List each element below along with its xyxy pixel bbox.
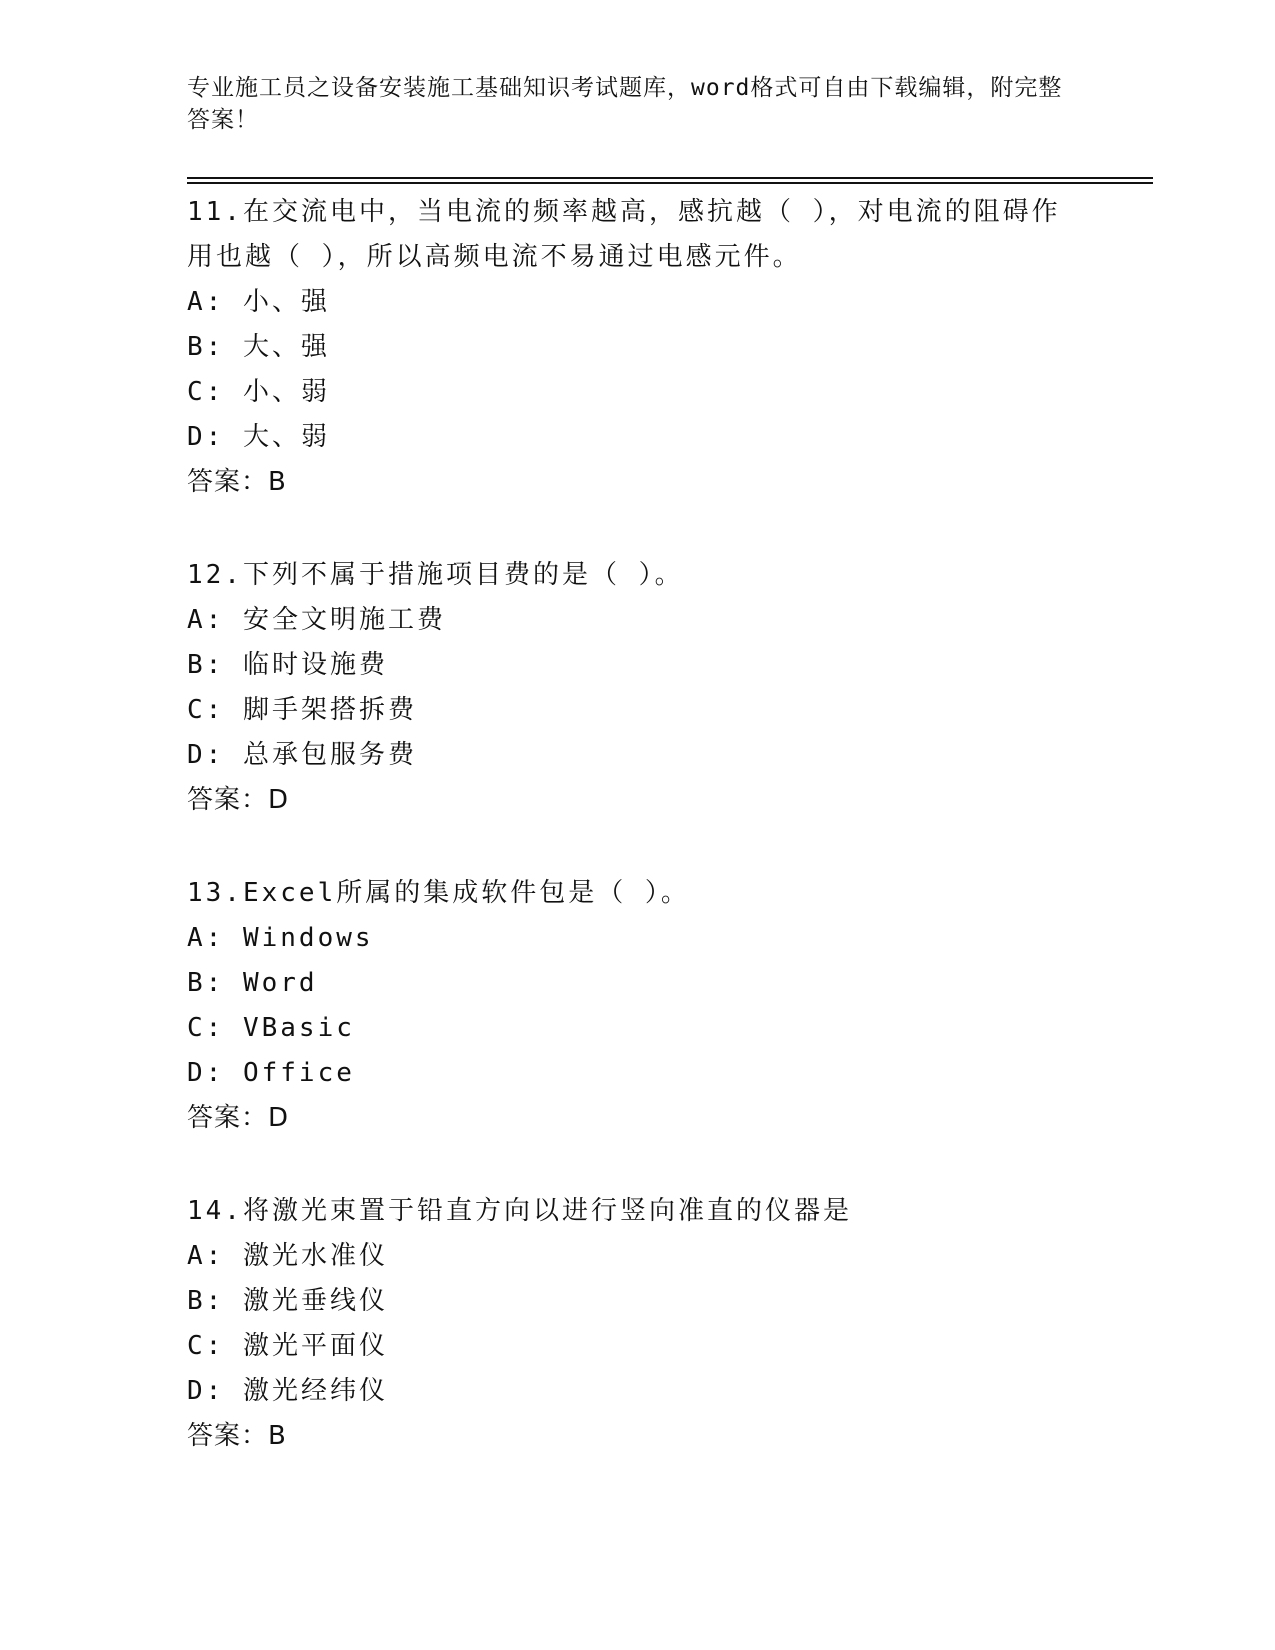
question-spacer <box>187 1141 1087 1189</box>
option-b: B: 激光垂线仪 <box>187 1286 388 1316</box>
question-14 <box>187 1189 1087 1459</box>
option-a: A: Windows <box>187 923 374 953</box>
question-spacer <box>187 505 1087 553</box>
option-c: C: 脚手架搭拆费 <box>187 695 417 725</box>
answer: 答案：B <box>187 467 287 497</box>
option-d: D: 总承包服务费 <box>187 740 417 770</box>
option-d: D: 大、弱 <box>187 422 330 452</box>
header-divider-top <box>187 177 1153 179</box>
option-c: C: VBasic <box>187 1013 355 1043</box>
question-spacer <box>187 823 1087 871</box>
option-b: B: Word <box>187 968 318 998</box>
option-a: A: 小、强 <box>187 287 330 317</box>
question-list <box>187 190 1087 1459</box>
answer: 答案：B <box>187 1421 287 1451</box>
question-stem: 13.Excel所属的集成软件包是（ ）。 <box>187 878 690 908</box>
answer: 答案：D <box>187 785 290 815</box>
option-d: D: 激光经纬仪 <box>187 1376 388 1406</box>
question-12 <box>187 553 1087 823</box>
option-c: C: 小、弱 <box>187 377 330 407</box>
option-a: A: 安全文明施工费 <box>187 605 446 635</box>
option-a: A: 激光水准仪 <box>187 1241 388 1271</box>
header-divider-bottom <box>187 182 1153 184</box>
option-b: B: 大、强 <box>187 332 330 362</box>
option-c: C: 激光平面仪 <box>187 1331 388 1361</box>
option-b: B: 临时设施费 <box>187 650 388 680</box>
answer: 答案：D <box>187 1103 290 1133</box>
question-stem: 11.在交流电中，当电流的频率越高，感抗越（ ），对电流的阻碍作用也越（ ），所以高频电流不易通过电感元件。 <box>187 197 1061 272</box>
document-header: 专业施工员之设备安装施工基础知识考试题库，word格式可自由下载编辑，附完整答案！ <box>187 75 1063 133</box>
question-13 <box>187 871 1087 1141</box>
option-d: D: Office <box>187 1058 355 1088</box>
question-stem: 12.下列不属于措施项目费的是（ ）。 <box>187 560 684 590</box>
question-stem: 14.将激光束置于铅直方向以进行竖向准直的仪器是 <box>187 1196 852 1226</box>
question-11 <box>187 190 1087 505</box>
